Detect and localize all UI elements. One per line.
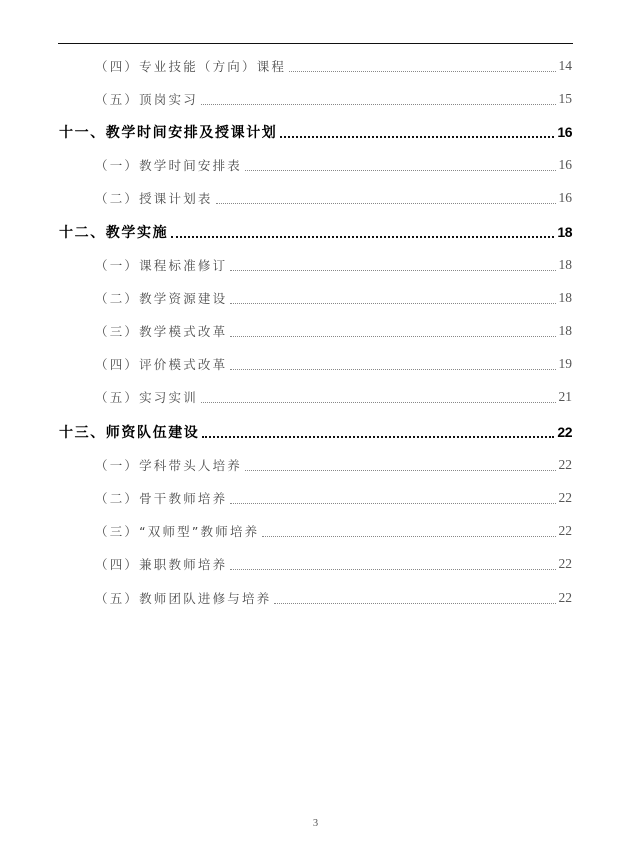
dot-leader xyxy=(280,135,554,138)
toc-entry-page: 21 xyxy=(558,388,572,404)
header-rule xyxy=(58,43,573,44)
toc-entry-title: （四）兼职教师培养 xyxy=(95,556,228,572)
toc-chapter-entry[interactable] xyxy=(59,115,572,148)
toc-entry-title: 十三、师资队伍建设 xyxy=(59,424,200,441)
toc-entry[interactable] xyxy=(95,380,572,413)
toc-entry-title: （三）教学模式改革 xyxy=(95,323,228,339)
toc-entry-page: 15 xyxy=(558,90,572,106)
toc-entry-title: （五）实习实训 xyxy=(95,389,198,405)
toc-entry-title: 十一、教学时间安排及授课计划 xyxy=(59,124,278,141)
toc-entry[interactable] xyxy=(95,448,572,481)
dot-leader xyxy=(230,269,555,271)
dot-leader xyxy=(201,103,556,105)
toc-entry-page: 18 xyxy=(558,289,572,305)
toc-entry[interactable] xyxy=(95,481,572,514)
dot-leader xyxy=(262,535,555,537)
toc-entry-page: 22 xyxy=(558,522,572,538)
dot-leader xyxy=(230,502,555,504)
toc-entry[interactable] xyxy=(95,281,572,314)
toc-entry[interactable] xyxy=(95,581,572,614)
toc-entry-page: 22 xyxy=(557,423,572,440)
dot-leader xyxy=(289,70,555,72)
toc-entry[interactable] xyxy=(95,82,572,115)
dot-leader xyxy=(202,435,554,438)
toc-entry-page: 16 xyxy=(558,156,572,172)
dot-leader xyxy=(230,302,555,304)
toc-entry-page: 16 xyxy=(557,123,572,140)
toc-entry-title: 十二、教学实施 xyxy=(59,224,169,241)
dot-leader xyxy=(230,335,555,337)
toc-entry-page: 18 xyxy=(558,322,572,338)
toc-entry[interactable] xyxy=(95,148,572,181)
toc-entry-title: （一）课程标准修订 xyxy=(95,257,228,273)
dot-leader xyxy=(230,368,555,370)
toc-entry-page: 14 xyxy=(558,57,572,73)
toc-chapter-entry[interactable] xyxy=(59,215,572,248)
toc-entry-page: 22 xyxy=(558,456,572,472)
toc-entry[interactable] xyxy=(95,514,572,547)
toc-entry[interactable] xyxy=(95,314,572,347)
toc-entry-page: 18 xyxy=(557,223,572,240)
toc-entry-page: 18 xyxy=(558,256,572,272)
toc-entry[interactable] xyxy=(95,181,572,214)
toc-entry-title: （五）教师团队进修与培养 xyxy=(95,590,272,606)
toc-entry[interactable] xyxy=(95,347,572,380)
toc-entry-title: （五）顶岗实习 xyxy=(95,91,198,107)
toc-entry-title: （四）评价模式改革 xyxy=(95,356,228,372)
toc-entry-title: （二）骨干教师培养 xyxy=(95,490,228,506)
toc-entry-title: （一）教学时间安排表 xyxy=(95,157,243,173)
dot-leader xyxy=(201,401,556,403)
toc-entry-page: 22 xyxy=(558,589,572,605)
toc-entry[interactable] xyxy=(95,248,572,281)
toc-entry-page: 19 xyxy=(558,355,572,371)
toc-entry-page: 22 xyxy=(558,489,572,505)
toc-entry-title: （四）专业技能（方向）课程 xyxy=(95,58,287,74)
toc-entry-title: （一）学科带头人培养 xyxy=(95,457,243,473)
toc-entry-title: （二）授课计划表 xyxy=(95,190,213,206)
toc-entry[interactable] xyxy=(95,49,572,82)
dot-leader xyxy=(274,602,555,604)
dot-leader xyxy=(230,568,555,570)
dot-leader xyxy=(245,469,555,471)
dot-leader xyxy=(216,202,556,204)
toc-entry-page: 22 xyxy=(558,555,572,571)
toc-entry-title: （三）“双师型”教师培养 xyxy=(95,523,260,539)
toc-entry-title: （二）教学资源建设 xyxy=(95,290,228,306)
toc-entry-page: 16 xyxy=(558,189,572,205)
toc-chapter-entry[interactable] xyxy=(59,415,572,448)
toc-entry[interactable] xyxy=(95,547,572,580)
dot-leader xyxy=(245,169,555,171)
page-number: 3 xyxy=(312,818,319,829)
dot-leader xyxy=(171,235,554,238)
